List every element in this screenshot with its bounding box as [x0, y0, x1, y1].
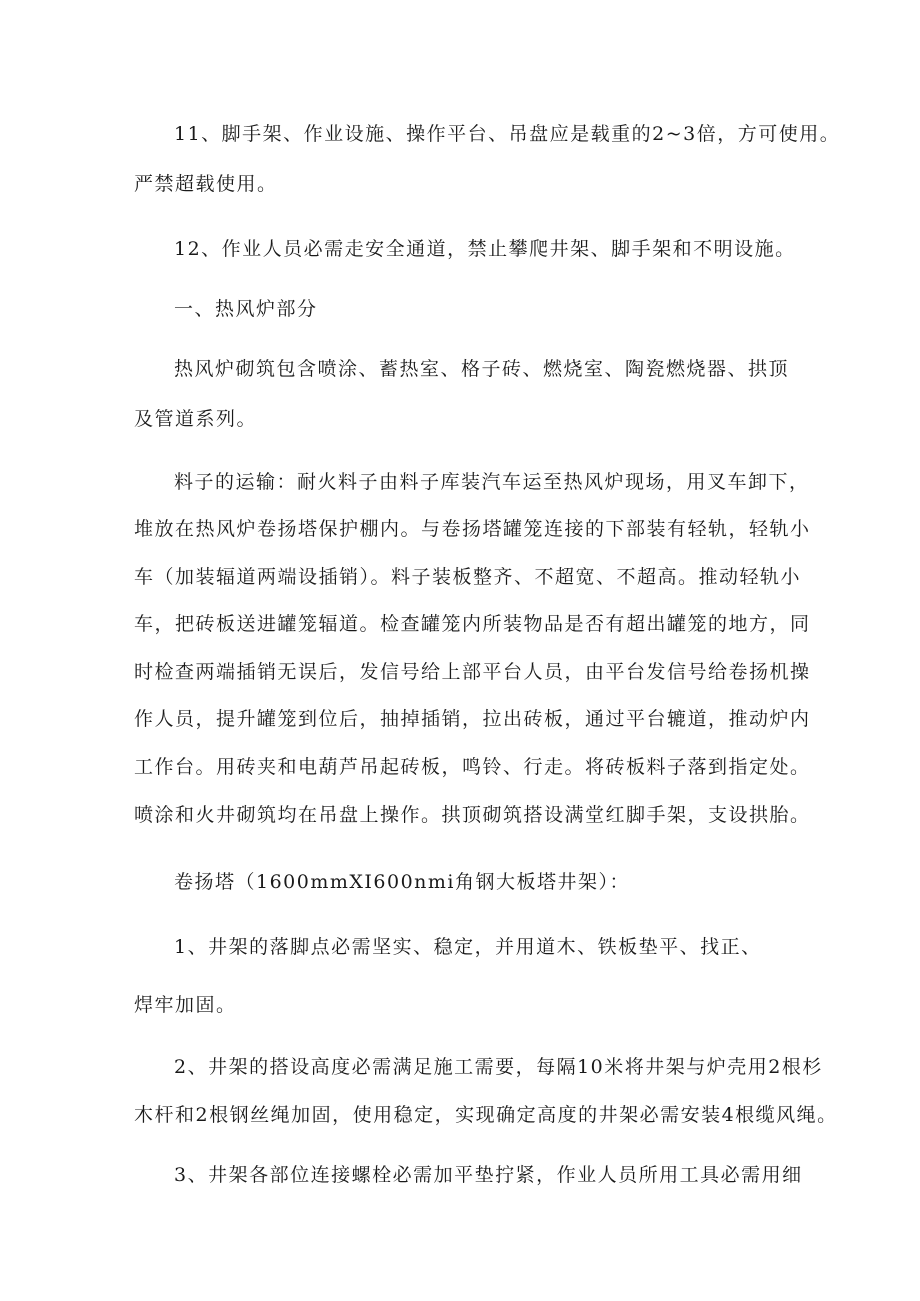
paragraph-line: 严禁超载使用。	[134, 173, 278, 195]
paragraph-line: 车，把砖板送进罐笼辐道。检查罐笼内所装物品是否有超出罐笼的地方，同	[134, 613, 811, 635]
paragraph-line: 喷涂和火井砌筑均在吊盘上操作。拱顶砌筑搭设满堂红脚手架，支设拱胎。	[134, 804, 811, 826]
section-heading: 一、热风炉部分	[174, 298, 318, 320]
paragraph-line: 车（加装辐道两端设插销）。料子装板整齐、不超宽、不超高。推动轻轨小	[134, 566, 802, 588]
paragraph-line: 11、脚手架、作业设施、操作平台、吊盘应是载重的2~3倍，方可使用。	[174, 123, 841, 145]
paragraph-line: 1、井架的落脚点必需坚实、稳定，并用道木、铁板垫平、找正、	[174, 936, 762, 958]
paragraph-line: 卷扬塔（1600mmXI600nmi角钢大板塔井架）：	[174, 871, 631, 893]
paragraph-line: 木杆和2根钢丝绳加固，使用稳定，实现确定高度的井架必需安装4根缆风绳。	[134, 1104, 838, 1126]
paragraph-line: 2、井架的搭设高度必需满足施工需要，每隔10米将井架与炉壳用2根杉	[174, 1056, 823, 1078]
paragraph-line: 焊牢加固。	[134, 994, 237, 1016]
paragraph-line: 3、井架各部位连接螺栓必需加平垫拧紧，作业人员所用工具必需用细	[174, 1164, 803, 1186]
paragraph-line: 堆放在热风炉卷扬塔保护棚内。与卷扬塔罐笼连接的下部装有轻轨，轻轨小	[134, 518, 811, 540]
paragraph-line: 12、作业人员必需走安全通道，禁止攀爬井架、脚手架和不明设施。	[174, 238, 796, 260]
paragraph-line: 时检查两端插销无误后，发信号给上部平台人员，由平台发信号给卷扬机操	[134, 661, 811, 683]
paragraph-line: 热风炉砌筑包含喷涂、蓄热室、格子砖、燃烧室、陶瓷燃烧器、拱顶	[174, 358, 790, 380]
paragraph-line: 料子的运输：耐火料子由料子库装汽车运至热风炉现场，用叉车卸下，	[174, 471, 810, 493]
paragraph-line: 及管道系列。	[134, 408, 258, 430]
paragraph-line: 作人员，提升罐笼到位后，抽掉插销，拉出砖板，通过平台辘道，推动炉内	[134, 708, 811, 730]
paragraph-line: 工作台。用砖夹和电葫芦吊起砖板，鸣铃、行走。将砖板料子落到指定处。	[134, 756, 811, 778]
